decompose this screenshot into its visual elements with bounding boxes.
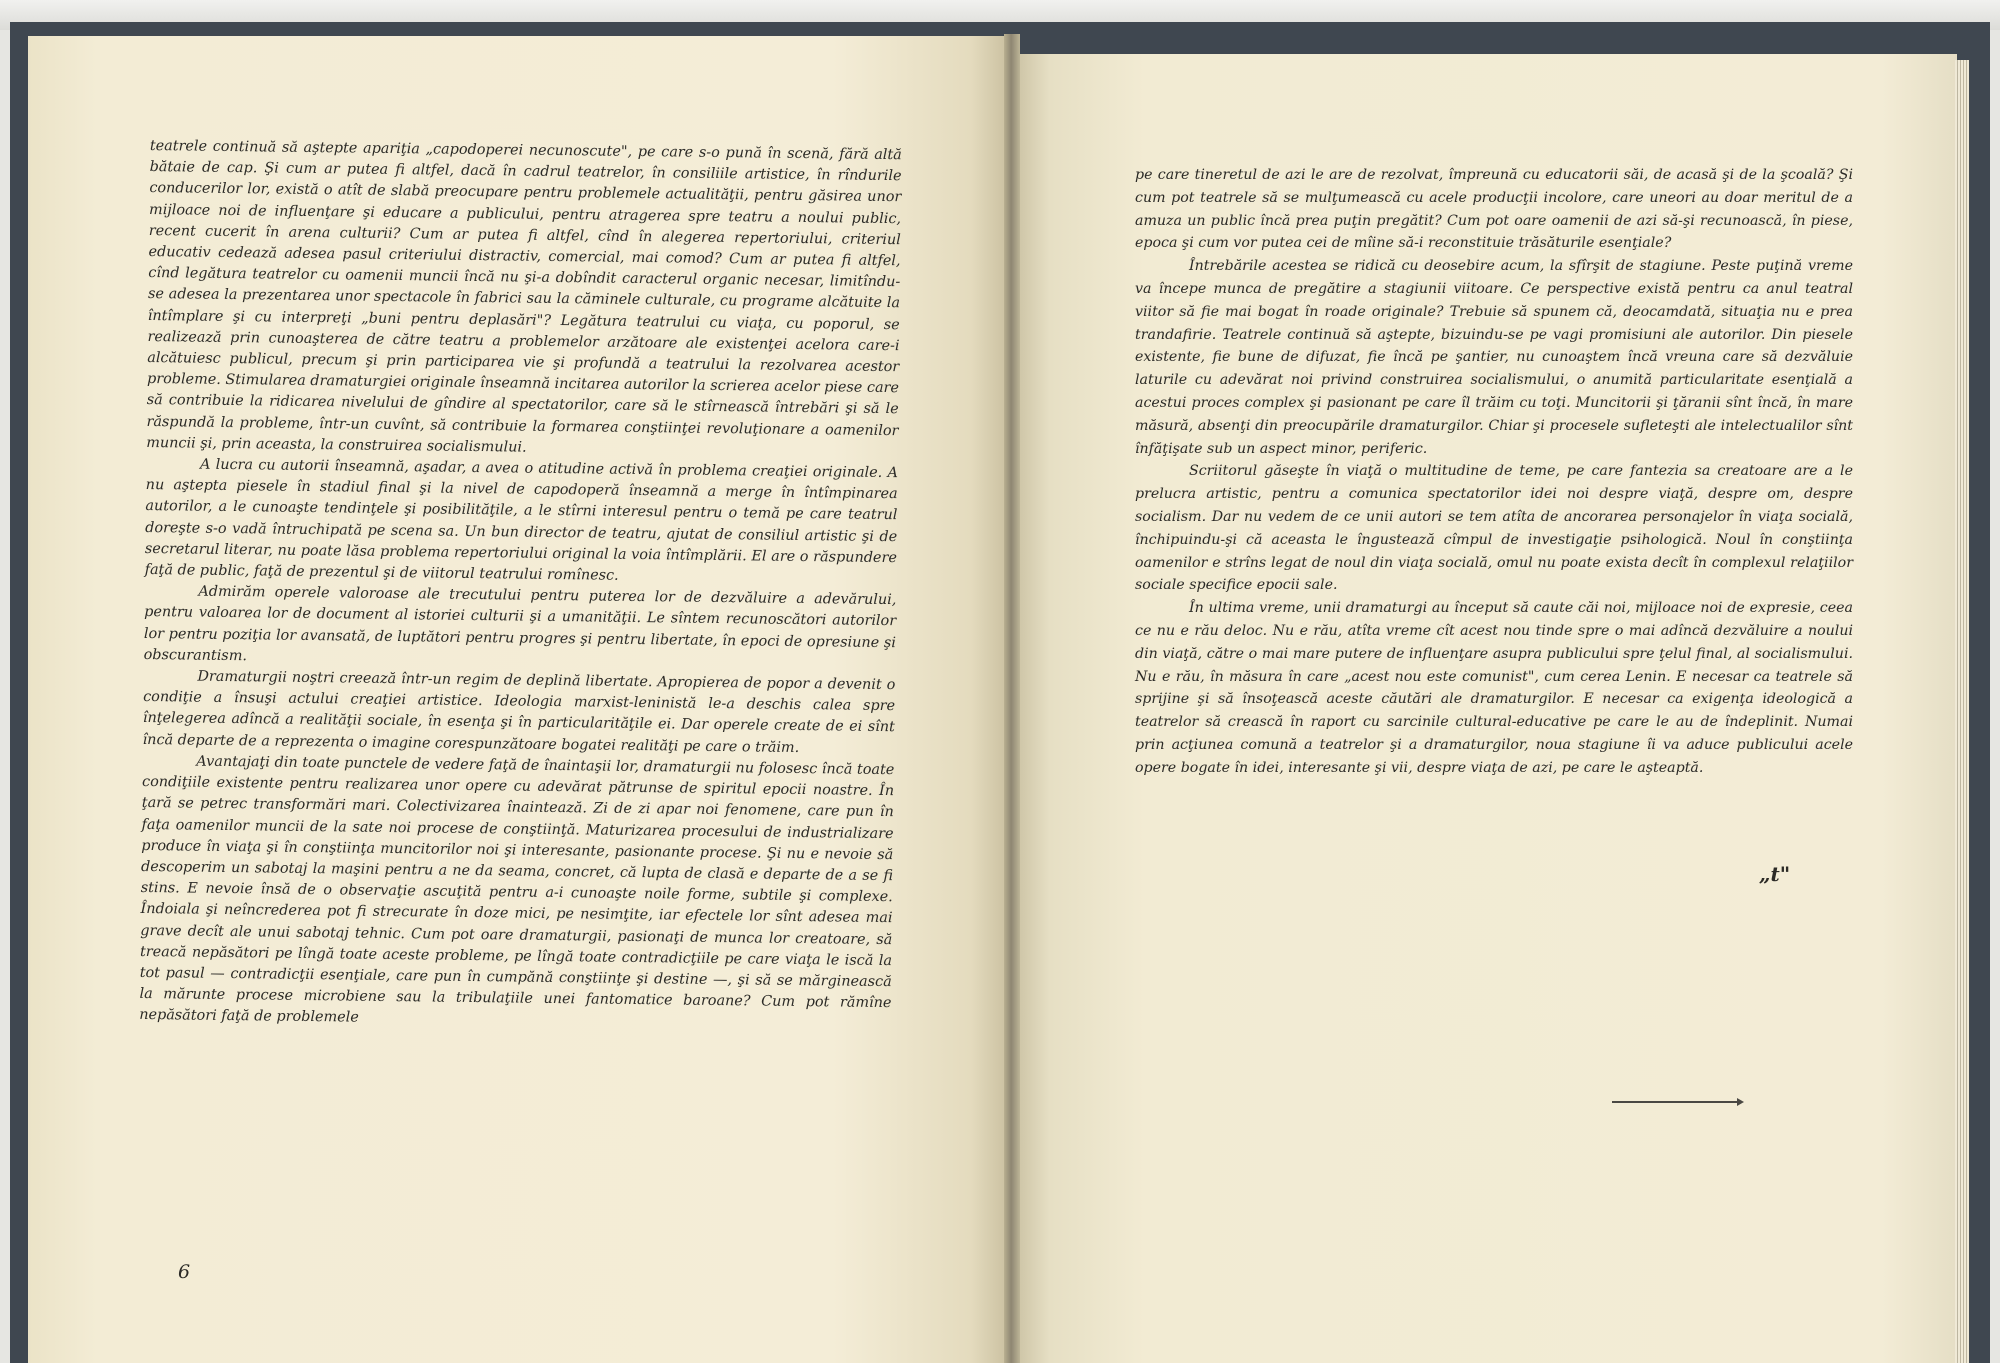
paragraph: Dramaturgii noştri creează într-un regim de deplină libertate. Apropierea de popor a devenit o condiţie a însuşi actului creaţiei artistice. Ideologia marxist-leninistă le-a deschis calea spre înţelegerea adîncă a realităţii sociale, în esenţa şi în particularităţile ei. Dar operele create de ei sînt încă departe de a reprezenta o imagine corespunzătoare bogatei realităţi pe care o trăim. — [142, 668, 896, 756]
paragraph: Scriitorul găseşte în viaţă o multitudine de teme, pe care fantezia sa creatoare are a le prelucra artistic, pentru a comunica spectatorilor idei noi despre viaţă, despre om, despre socialism. Dar nu vedem de ce unii autori se tem atîta de ancorarea personajelor în viaţa socială, închipuindu-şi că aceasta le îngustează cîmpul de investigaţie psihologică. Noul în conştiinţa oamenilor e strîns legat de noul din viaţa socială, omul nu poate exista decît în complexul relaţiilor sociale specifice epocii sale. — [1135, 463, 1853, 594]
end-rule — [1612, 1101, 1738, 1103]
paragraph: În ultima vreme, unii dramaturgi au început să caute căi noi, mijloace noi de expresie, ceea ce nu e rău deloc. Nu e rău, atîta vreme cît acest nou tinde spre o mai adîncă dezvăluire a noului din viaţă, către o mai mare putere de influenţare asupra publicului spre ţelul final, al socialismului. Nu e rău, în măsura în care „acest nou este comunist", cum cerea Lenin. E necesar ca teatrele să sprijine şi să însoţească aceste căutări ale dramaturgilor. E necesar ca exigenţa ideologică a teatrelor să crească în raport cu sarcinile cultural-educative pe care le au de îndeplinit. Numai prin acţiunea comună a teatrelor şi a dramaturgilor, noua stagiune îi va aduce publicului acele opere bogate în idei, interesante şi vii, despre viaţa de azi, pe care le aşteaptă. — [1135, 600, 1853, 776]
right-page-text — [1135, 164, 1853, 780]
author-signature: „t" — [1759, 862, 1791, 886]
paragraph: Avantajaţi din toate punctele de vedere faţă de înaintaşii lor, dramaturgii nu folosesc încă toate condiţiile existente pentru realizarea unor opere cu adevărat pătrunse de spiritul epocii noastre. În ţară se petrec transformări mari. Colectivizarea înaintează. Zi de zi apar noi fenomene, care pun în faţa oamenilor muncii de la sate noi procese de conştiinţă. Maturizarea procesului de industrializare produce în viaţa şi în conştiinţa muncitorilor noi şi interesante, pasionante procese. Şi nu e nevoie să descoperim un sabotaj la maşini pentru a ne da seama, concret, că lupta de clasă e departe de a se fi stins. E nevoie însă de o observaţie ascuţită pentru a-i cunoaşte noile forme, subtile şi complexe. Îndoiala şi neîncrederea pot fi strecurate în doze mici, pe nesimţite, iar efectele lor sînt adesea mai grave decît ale unui sabotaj tehnic. Cum pot oare dramaturgii, pasionaţi de munca lor creatoare, să treacă nepăsători pe lîngă toate aceste probleme, pe lîngă toate contradicţiile pe care viaţa le iscă la tot pasul — contradicţii esenţiale, care pun în cumpănă conştiinţe şi destine —, şi să se mărginească la mărunte procese microbiene sau la tribulaţiile unei fantomatice baroane? Cum pot rămîne nepăsători faţă de problemele — [139, 753, 895, 1026]
paragraph: Întrebările acestea se ridică cu deosebire acum, la sfîrşit de stagiune. Peste puţină vreme va începe munca de pregătire a stagiunii viitoare. Ce perspective există pentru ca anul teatral viitor să fie mai bogat în roade originale? Trebuie să spunem că, deocamdată, situaţia nu e prea trandafirie. Teatrele continuă să aştepte, bizuindu-se pe vagi promisiuni ale autorilor. Din piesele existente, fie bune de difuzat, fie încă pe şantier, nu cunoaştem încă vreuna care să dezvăluie laturile cu adevărat noi privind construirea socialismului, o anumită particularitate esenţială a acestui proces complex şi pasionant pe care îl trăim cu toţi. Muncitorii şi ţăranii sînt încă, în mare măsură, absenţi din preocupările dramaturgilor. Chiar şi procesele sufleteşti ale intelectualilor sînt înfăţişate sub un aspect minor, periferic. — [1135, 258, 1853, 457]
paragraph: pe care tineretul de azi le are de rezolvat, împreună cu educatorii săi, de acasă şi de la şcoală? Şi cum pot teatrele să se mulţumească cu acele producţii incolore, care uneori au doar meritul de a amuza un public încă prea puţin pregătit? Cum pot oare oamenii de azi să-şi recunoască, în piese, epoca şi cum vor putea cei de mîine să-i reconstituie trăsăturile esenţiale? — [1135, 167, 1853, 252]
paragraph: A lucra cu autorii înseamnă, aşadar, a avea o atitudine activă în problema creaţiei originale. A nu aştepta piesele în stadiul final şi la nivel de capodoperă înseamnă a merge în întîmpinarea autorilor, a le cunoaşte tendinţele şi posibilităţile, a le stîrni interesul pentru o temă pe care teatrul doreşte s-o vadă întruchipată pe scena sa. Un bun director de teatru, ajutat de consiliul artistic şi de secretarul literar, nu poate lăsa problema repertoriului original la voia întîmplării. El are o răspundere faţă de public, faţă de prezentul şi de viitorul teatrului romînesc. — [144, 456, 899, 584]
left-page-text — [139, 136, 902, 1036]
end-rule-arrow-icon — [1737, 1098, 1744, 1106]
paragraph: Admirăm operele valoroase ale trecutului pentru puterea lor de dezvăluire a adevărului, pentru valoarea lor de document al istoriei culturii şi a umanităţii. Le sîntem recunoscători autorilor lor pentru poziţia lor avansată, de luptători pentru progres şi pentru libertate, în epoci de opresiune şi obscurantism. — [143, 583, 897, 665]
page-number: 6 — [178, 1261, 191, 1283]
paragraph: teatrele continuă să aştepte apariţia „capodoperei necunoscute", pe care s-o pună în scenă, fără altă bătaie de cap. Şi cum ar putea fi altfel, dacă în cadrul teatrelor, în consiliile artistice, în rîndurile conducerilor lor, există o atît de slabă preocupare pentru problemele actualităţii, pentru găsirea unor mijloace noi de influenţare şi educare a publicului, pentru atragerea spre teatru a noului public, recent cucerit în arena culturii? Cum ar putea fi altfel, cînd în alegerea repertoriului, criteriul educativ cedează adesea pasul criteriului distractiv, comercial, mai comod? Cum ar putea fi altfel, cînd legătura teatrelor cu oamenii muncii încă nu şi-a dobîndit caracterul organic necesar, limitîndu-se adesea la prezentarea unor spectacole în fabrici sau la căminele culturale, cu programe alcătuite la întîmplare şi cu interpreţi „buni pentru deplasări"? Legătura teatrului cu viaţa, cu poporul, se realizează prin cunoaşterea de către teatru a problemelor arzătoare ale existenţei acelora care-i alcătuiesc publicul, precum şi prin participarea vie şi profundă a teatrului la rezolvarea acestor probleme. Stimularea dramaturgiei originale înseamnă incitarea autorilor la scrierea acelor piese care să contribuie la ridicarea nivelului de gîndire al spectatorilor, care să le stîrnească întrebări şi să le răspundă la probleme, într-un cuvînt, să contribuie la formarea conştiinţei revoluţionare a oamenilor muncii şi, prin aceasta, la construirea socialismului. — [146, 137, 902, 456]
page-edges — [1955, 60, 1969, 1363]
book-gutter — [1004, 34, 1020, 1363]
